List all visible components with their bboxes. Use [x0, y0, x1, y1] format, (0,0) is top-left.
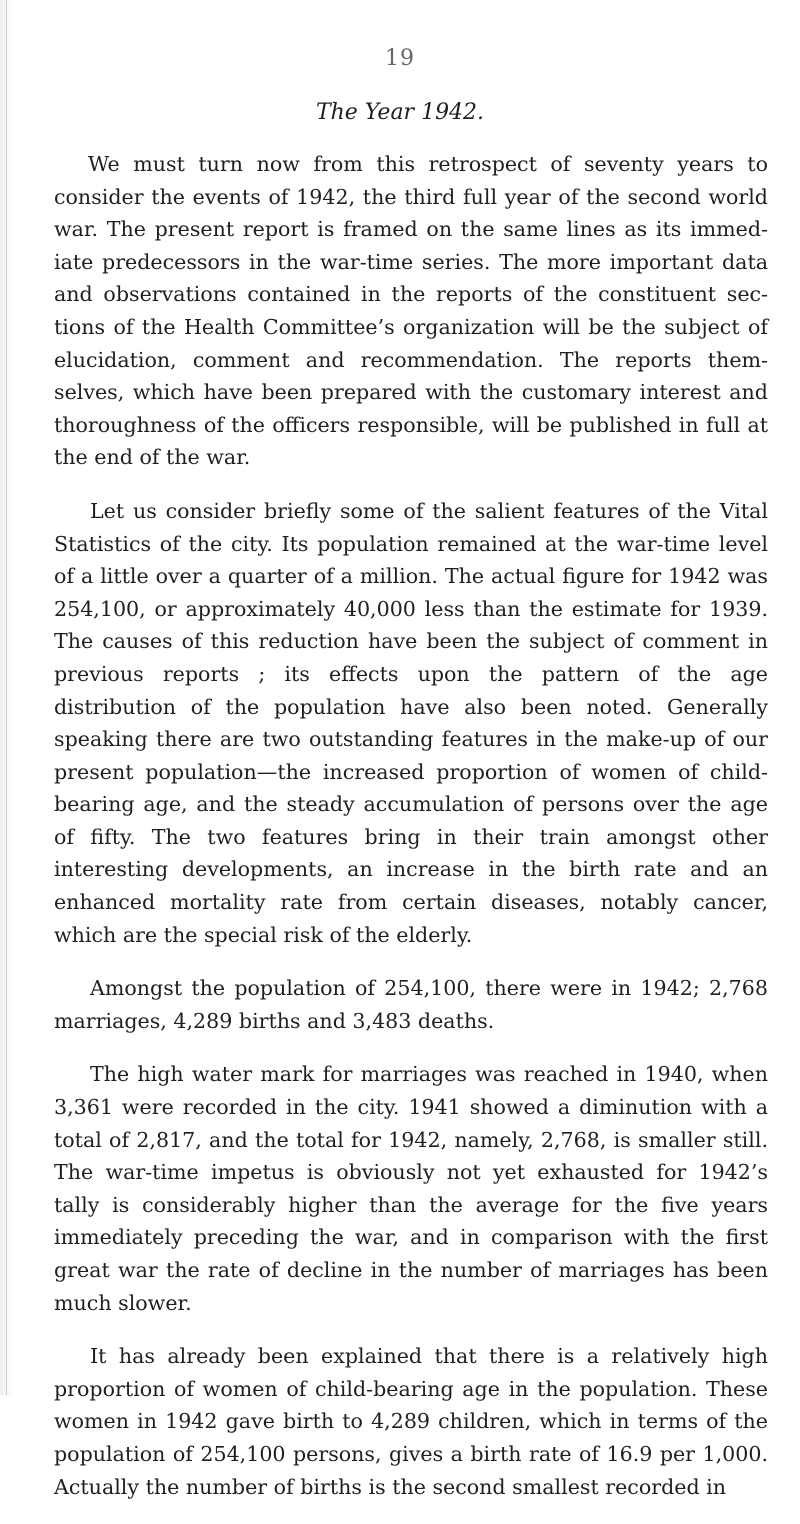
section-heading: The Year 1942.	[315, 100, 485, 125]
paragraph-1: We must turn now from this retrospect of seventy years to consider the events of 1942, the third full year of the second world war. The present report is framed on the same lines as its immed-iate predecessors in the war-time series. The more important data and observations contained in the reports of the constituent sec-tions of the Health Committee’s organization will be the subject of elucidation, comment and recommendation. The reports them-selves, which have been prepared with the customary interest and thoroughness of the officers responsible, will be published in full at the end of the war.	[54, 152, 768, 470]
body-text	[54, 148, 768, 1524]
page-number: 19	[385, 46, 415, 71]
paragraph-4: The high water mark for marriages was reached in 1940, when 3,361 were recorded in the city. 1941 showed a diminution with a total of 2,817, and the total for 1942, namely, 2,768, is smaller still. The war-time impetus is obviously not yet exhausted for 1942’s tally is considerably higher than the average for the five years immediately preceding the war, and in comparison with the first great war the rate of decline in the number of marriages has been much slower.	[54, 1062, 768, 1315]
page-binding-edge	[6, 0, 7, 1395]
paragraph-5: It has already been explained that there is a relatively high proportion of women of child-bearing age in the population. These women in 1942 gave birth to 4,289 children, which in terms of the population of 254,100 persons, gives a birth rate of 16.9 per 1,000. Actually the number of births is the second smallest recorded in	[54, 1344, 768, 1499]
paragraph-2: Let us consider briefly some of the salient features of the Vital Statistics of the city. Its population remained at the war-time level of a little over a quarter of a million. The actual figure for 1942 was 254,100, or approximately 40,000 less than the estimate for 1939. The causes of this reduction have been the subject of comment in previous reports ; its effects upon the pattern of the age distribution of the population have also been noted. Generally speaking there are two outstanding features in the make-up of our present population—the increased proportion of women of child-bearing age, and the steady accumulation of persons over the age of fifty. The two features bring in their train amongst other interesting developments, an increase in the birth rate and an enhanced mortality rate from certain diseases, notably cancer, which are the special risk of the elderly.	[54, 498, 768, 947]
paragraph-3: Amongst the population of 254,100, there were in 1942; 2,768 marriages, 4,289 births and 3,483 deaths.	[54, 976, 768, 1033]
